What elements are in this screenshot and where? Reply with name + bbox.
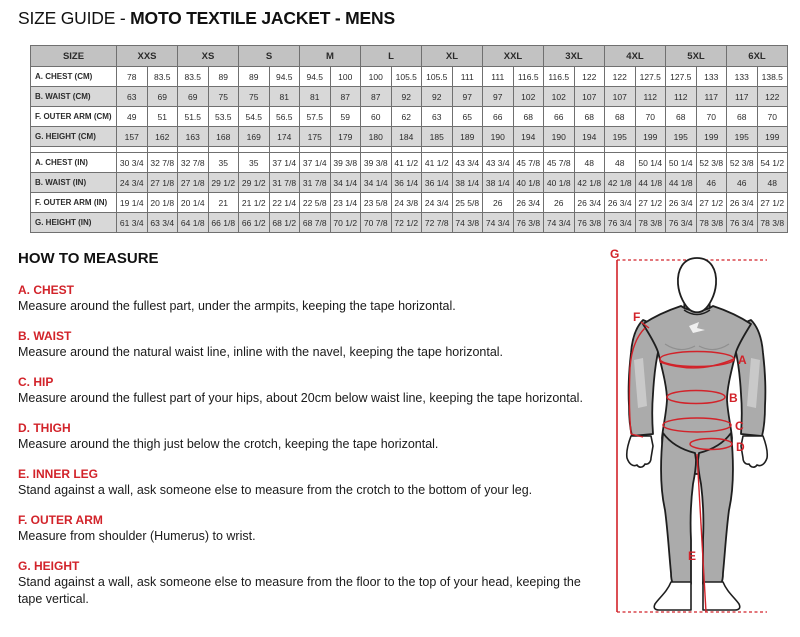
size-value-cell: 45 7/8: [544, 153, 575, 173]
size-value-cell: 75: [208, 87, 239, 107]
size-value-cell: 27 1/8: [147, 173, 178, 193]
measure-item-label: E. INNER LEG: [18, 467, 99, 481]
size-value-cell: 169: [239, 127, 270, 147]
size-value-cell: 74 3/4: [483, 213, 514, 233]
size-value-cell: 26 3/4: [513, 193, 544, 213]
size-value-cell: 107: [574, 87, 605, 107]
size-column-header: 4XL: [605, 46, 666, 67]
size-value-cell: 102: [513, 87, 544, 107]
size-value-cell: 64 1/8: [178, 213, 209, 233]
size-value-cell: 199: [757, 127, 788, 147]
size-table-row: [31, 213, 788, 233]
size-value-cell: 184: [391, 127, 422, 147]
size-value-cell: 66: [483, 107, 514, 127]
size-value-cell: 112: [635, 87, 666, 107]
measure-item-text: Stand against a wall, ask someone else to measure from the crotch to the bottom of your leg.: [18, 483, 533, 497]
label-thigh-d: D: [736, 440, 745, 454]
size-value-cell: 111: [452, 67, 483, 87]
size-value-cell: 72 1/2: [391, 213, 422, 233]
size-value-cell: 35: [208, 153, 239, 173]
body-silhouette: [627, 258, 768, 610]
size-value-cell: 50 1/4: [635, 153, 666, 173]
size-value-cell: 81: [269, 87, 300, 107]
size-value-cell: 78: [117, 67, 148, 87]
size-value-cell: 94.5: [269, 67, 300, 87]
size-value-cell: 36 1/4: [391, 173, 422, 193]
size-value-cell: 199: [635, 127, 666, 147]
measure-item-hip: [18, 375, 603, 407]
size-table-header-row: [31, 46, 788, 67]
body-diagram-svg: [605, 248, 795, 637]
size-value-cell: 26: [483, 193, 514, 213]
size-column-header: 3XL: [544, 46, 605, 67]
size-value-cell: 48: [605, 153, 636, 173]
size-value-cell: 56.5: [269, 107, 300, 127]
size-value-cell: 89: [239, 67, 270, 87]
size-value-cell: 116.5: [544, 67, 575, 87]
measure-item-text: Measure around the fullest part, under the armpits, keeping the tape horizontal.: [18, 299, 456, 313]
size-value-cell: 68: [574, 107, 605, 127]
size-table-row: [31, 173, 788, 193]
size-value-cell: 117: [696, 87, 727, 107]
size-value-cell: 26: [544, 193, 575, 213]
size-value-cell: 138.5: [757, 67, 788, 87]
size-table: [30, 45, 788, 233]
size-value-cell: 66 1/8: [208, 213, 239, 233]
row-label: A. CHEST (CM): [31, 67, 117, 87]
row-label: G. HEIGHT (IN): [31, 213, 117, 233]
size-value-cell: 175: [300, 127, 331, 147]
size-value-cell: 100: [361, 67, 392, 87]
size-value-cell: 189: [452, 127, 483, 147]
size-value-cell: 70: [635, 107, 666, 127]
size-value-cell: 42 1/8: [574, 173, 605, 193]
row-label: B. WAIST (IN): [31, 173, 117, 193]
label-waist-b: B: [729, 391, 738, 405]
size-value-cell: 46: [727, 173, 758, 193]
size-value-cell: 42 1/8: [605, 173, 636, 193]
size-value-cell: 89: [208, 67, 239, 87]
size-value-cell: 29 1/2: [239, 173, 270, 193]
row-label: A. CHEST (IN): [31, 153, 117, 173]
size-value-cell: 19 1/4: [117, 193, 148, 213]
size-value-cell: 36 1/4: [422, 173, 453, 193]
size-value-cell: 50 1/4: [666, 153, 697, 173]
size-value-cell: 185: [422, 127, 453, 147]
size-value-cell: 49: [117, 107, 148, 127]
size-value-cell: 43 3/4: [483, 153, 514, 173]
measure-item-text: Measure around the natural waist line, inline with the navel, keeping the tape horizontal.: [18, 345, 504, 359]
size-table-row: [31, 87, 788, 107]
size-value-cell: 31 7/8: [300, 173, 331, 193]
size-value-cell: 44 1/8: [666, 173, 697, 193]
size-value-cell: 78 3/8: [635, 213, 666, 233]
label-outer-arm-f: F: [633, 310, 641, 324]
size-value-cell: 61 3/4: [117, 213, 148, 233]
size-value-cell: 72 7/8: [422, 213, 453, 233]
size-table-row: [31, 193, 788, 213]
measure-item-label: A. CHEST: [18, 283, 75, 297]
measure-item-height: [18, 559, 603, 608]
size-column-header: 5XL: [666, 46, 727, 67]
size-value-cell: 179: [330, 127, 361, 147]
size-value-cell: 52 3/8: [696, 153, 727, 173]
size-value-cell: 41 1/2: [391, 153, 422, 173]
size-value-cell: 195: [727, 127, 758, 147]
size-value-cell: 63 3/4: [147, 213, 178, 233]
size-value-cell: 81: [300, 87, 331, 107]
size-value-cell: 163: [178, 127, 209, 147]
size-value-cell: 22 1/4: [269, 193, 300, 213]
size-value-cell: 45 7/8: [513, 153, 544, 173]
size-value-cell: 40 1/8: [513, 173, 544, 193]
size-table-corner: SIZE: [31, 46, 117, 67]
size-value-cell: 133: [696, 67, 727, 87]
size-table-row: [31, 127, 788, 147]
size-value-cell: 27 1/2: [757, 193, 788, 213]
measure-item-inner-leg: [18, 467, 603, 499]
row-label: B. WAIST (CM): [31, 87, 117, 107]
size-value-cell: 112: [666, 87, 697, 107]
size-value-cell: 127.5: [666, 67, 697, 87]
row-label: F. OUTER ARM (IN): [31, 193, 117, 213]
size-value-cell: 133: [727, 67, 758, 87]
label-inner-leg-e: E: [688, 549, 697, 563]
size-value-cell: 107: [605, 87, 636, 107]
size-value-cell: 51.5: [178, 107, 209, 127]
measurement-figure: [605, 248, 795, 637]
size-value-cell: 194: [574, 127, 605, 147]
size-value-cell: 68 1/2: [269, 213, 300, 233]
size-value-cell: 63: [422, 107, 453, 127]
size-value-cell: 35: [239, 153, 270, 173]
measure-item-chest: [18, 283, 603, 315]
size-value-cell: 39 3/8: [361, 153, 392, 173]
size-value-cell: 24 3/4: [422, 193, 453, 213]
size-value-cell: 122: [574, 67, 605, 87]
page-title: [18, 8, 395, 29]
size-table-row: [31, 67, 788, 87]
size-value-cell: 29 1/2: [208, 173, 239, 193]
size-value-cell: 21 1/2: [239, 193, 270, 213]
size-value-cell: 76 3/8: [574, 213, 605, 233]
right-hand: [741, 436, 767, 467]
size-value-cell: 30 3/4: [117, 153, 148, 173]
size-value-cell: 23 5/8: [361, 193, 392, 213]
size-value-cell: 74 3/4: [544, 213, 575, 233]
size-value-cell: 46: [696, 173, 727, 193]
size-value-cell: 52 3/8: [727, 153, 758, 173]
size-column-header: XXS: [117, 46, 178, 67]
page-title-bold: MOTO TEXTILE JACKET - MENS: [130, 8, 395, 28]
measure-item-text: Measure around the fullest part of your hips, about 20cm below waist line, keeping the tape horizontal.: [18, 391, 583, 405]
size-value-cell: 92: [391, 87, 422, 107]
size-value-cell: 190: [483, 127, 514, 147]
size-value-cell: 32 7/8: [147, 153, 178, 173]
size-value-cell: 32 7/8: [178, 153, 209, 173]
size-value-cell: 54.5: [239, 107, 270, 127]
size-value-cell: 70 7/8: [361, 213, 392, 233]
size-value-cell: 157: [117, 127, 148, 147]
size-value-cell: 25 5/8: [452, 193, 483, 213]
size-value-cell: 41 1/2: [422, 153, 453, 173]
size-value-cell: 94.5: [300, 67, 331, 87]
size-value-cell: 87: [361, 87, 392, 107]
size-value-cell: 100: [330, 67, 361, 87]
size-value-cell: 174: [269, 127, 300, 147]
size-value-cell: 27 1/2: [635, 193, 666, 213]
size-value-cell: 39 3/8: [330, 153, 361, 173]
size-value-cell: 68: [605, 107, 636, 127]
size-value-cell: 69: [147, 87, 178, 107]
size-value-cell: 40 1/8: [544, 173, 575, 193]
size-value-cell: 68: [727, 107, 758, 127]
size-value-cell: 57.5: [300, 107, 331, 127]
size-value-cell: 68: [666, 107, 697, 127]
measure-item-outer-arm: [18, 513, 603, 545]
size-value-cell: 23 1/4: [330, 193, 361, 213]
size-value-cell: 20 1/4: [178, 193, 209, 213]
page-title-regular: SIZE GUIDE -: [18, 8, 126, 28]
size-column-header: M: [300, 46, 361, 67]
size-value-cell: 65: [452, 107, 483, 127]
how-to-measure-heading: HOW TO MEASURE: [18, 250, 159, 267]
size-value-cell: 76 3/4: [605, 213, 636, 233]
size-value-cell: 44 1/8: [635, 173, 666, 193]
size-value-cell: 199: [696, 127, 727, 147]
size-value-cell: 63: [117, 87, 148, 107]
size-value-cell: 31 7/8: [269, 173, 300, 193]
label-hip-c: C: [735, 419, 744, 433]
size-value-cell: 59: [330, 107, 361, 127]
left-hand: [627, 436, 653, 467]
label-chest-a: A: [738, 353, 747, 367]
size-value-cell: 68 7/8: [300, 213, 331, 233]
size-column-header: S: [239, 46, 300, 67]
size-value-cell: 43 3/4: [452, 153, 483, 173]
size-value-cell: 162: [147, 127, 178, 147]
size-value-cell: 70: [757, 107, 788, 127]
measure-item-text: Stand against a wall, ask someone else to measure from the floor to the top of your head, keeping the tape vertical.: [18, 575, 581, 606]
size-value-cell: 37 1/4: [300, 153, 331, 173]
size-value-cell: 92: [422, 87, 453, 107]
size-value-cell: 190: [544, 127, 575, 147]
left-foot: [654, 582, 691, 610]
size-value-cell: 76 3/4: [666, 213, 697, 233]
measure-item-text: Measure from shoulder (Humerus) to wrist.: [18, 529, 256, 543]
size-value-cell: 48: [757, 173, 788, 193]
measure-item-text: Measure around the thigh just below the crotch, keeping the tape horizontal.: [18, 437, 439, 451]
size-value-cell: 76 3/8: [513, 213, 544, 233]
size-value-cell: 51: [147, 107, 178, 127]
size-value-cell: 70 1/2: [330, 213, 361, 233]
size-value-cell: 87: [330, 87, 361, 107]
size-value-cell: 62: [391, 107, 422, 127]
size-value-cell: 78 3/8: [696, 213, 727, 233]
size-column-header: XL: [422, 46, 483, 67]
size-value-cell: 26 3/4: [574, 193, 605, 213]
size-value-cell: 24 3/8: [391, 193, 422, 213]
size-value-cell: 74 3/8: [452, 213, 483, 233]
measure-item-label: F. OUTER ARM: [18, 513, 103, 527]
size-value-cell: 70: [696, 107, 727, 127]
size-value-cell: 122: [605, 67, 636, 87]
size-value-cell: 76 3/4: [727, 213, 758, 233]
size-value-cell: 122: [757, 87, 788, 107]
how-to-measure-section: [18, 250, 603, 622]
size-value-cell: 180: [361, 127, 392, 147]
row-label: G. HEIGHT (CM): [31, 127, 117, 147]
size-table-row: [31, 107, 788, 127]
size-value-cell: 111: [483, 67, 514, 87]
measure-item-label: B. WAIST: [18, 329, 72, 343]
size-column-header: 6XL: [727, 46, 788, 67]
size-value-cell: 195: [605, 127, 636, 147]
size-value-cell: 38 1/4: [452, 173, 483, 193]
size-column-header: XXL: [483, 46, 544, 67]
measure-item-label: G. HEIGHT: [18, 559, 80, 573]
size-value-cell: 116.5: [513, 67, 544, 87]
size-value-cell: 97: [452, 87, 483, 107]
size-value-cell: 75: [239, 87, 270, 107]
size-value-cell: 83.5: [147, 67, 178, 87]
size-value-cell: 54 1/2: [757, 153, 788, 173]
size-value-cell: 27 1/8: [178, 173, 209, 193]
size-value-cell: 37 1/4: [269, 153, 300, 173]
size-column-header: XS: [178, 46, 239, 67]
size-value-cell: 38 1/4: [483, 173, 514, 193]
size-value-cell: 78 3/8: [757, 213, 788, 233]
size-value-cell: 22 5/8: [300, 193, 331, 213]
right-foot: [703, 582, 740, 610]
measure-item-thigh: [18, 421, 603, 453]
size-value-cell: 34 1/4: [330, 173, 361, 193]
size-value-cell: 194: [513, 127, 544, 147]
size-value-cell: 117: [727, 87, 758, 107]
size-value-cell: 24 3/4: [117, 173, 148, 193]
measure-item-waist: [18, 329, 603, 361]
size-value-cell: 20 1/8: [147, 193, 178, 213]
size-value-cell: 105.5: [422, 67, 453, 87]
size-value-cell: 127.5: [635, 67, 666, 87]
size-value-cell: 21: [208, 193, 239, 213]
size-value-cell: 69: [178, 87, 209, 107]
size-value-cell: 195: [666, 127, 697, 147]
size-value-cell: 48: [574, 153, 605, 173]
size-value-cell: 66 1/2: [239, 213, 270, 233]
size-column-header: L: [361, 46, 422, 67]
row-label: F. OUTER ARM (CM): [31, 107, 117, 127]
size-value-cell: 66: [544, 107, 575, 127]
size-value-cell: 68: [513, 107, 544, 127]
measure-item-label: D. THIGH: [18, 421, 71, 435]
size-value-cell: 26 3/4: [605, 193, 636, 213]
size-value-cell: 105.5: [391, 67, 422, 87]
measure-item-label: C. HIP: [18, 375, 54, 389]
size-value-cell: 83.5: [178, 67, 209, 87]
size-value-cell: 53.5: [208, 107, 239, 127]
size-table-row: [31, 153, 788, 173]
size-value-cell: 34 1/4: [361, 173, 392, 193]
size-value-cell: 97: [483, 87, 514, 107]
size-value-cell: 168: [208, 127, 239, 147]
size-value-cell: 27 1/2: [696, 193, 727, 213]
size-value-cell: 26 3/4: [666, 193, 697, 213]
label-height-g: G: [610, 248, 620, 261]
size-value-cell: 102: [544, 87, 575, 107]
size-value-cell: 60: [361, 107, 392, 127]
size-value-cell: 26 3/4: [727, 193, 758, 213]
